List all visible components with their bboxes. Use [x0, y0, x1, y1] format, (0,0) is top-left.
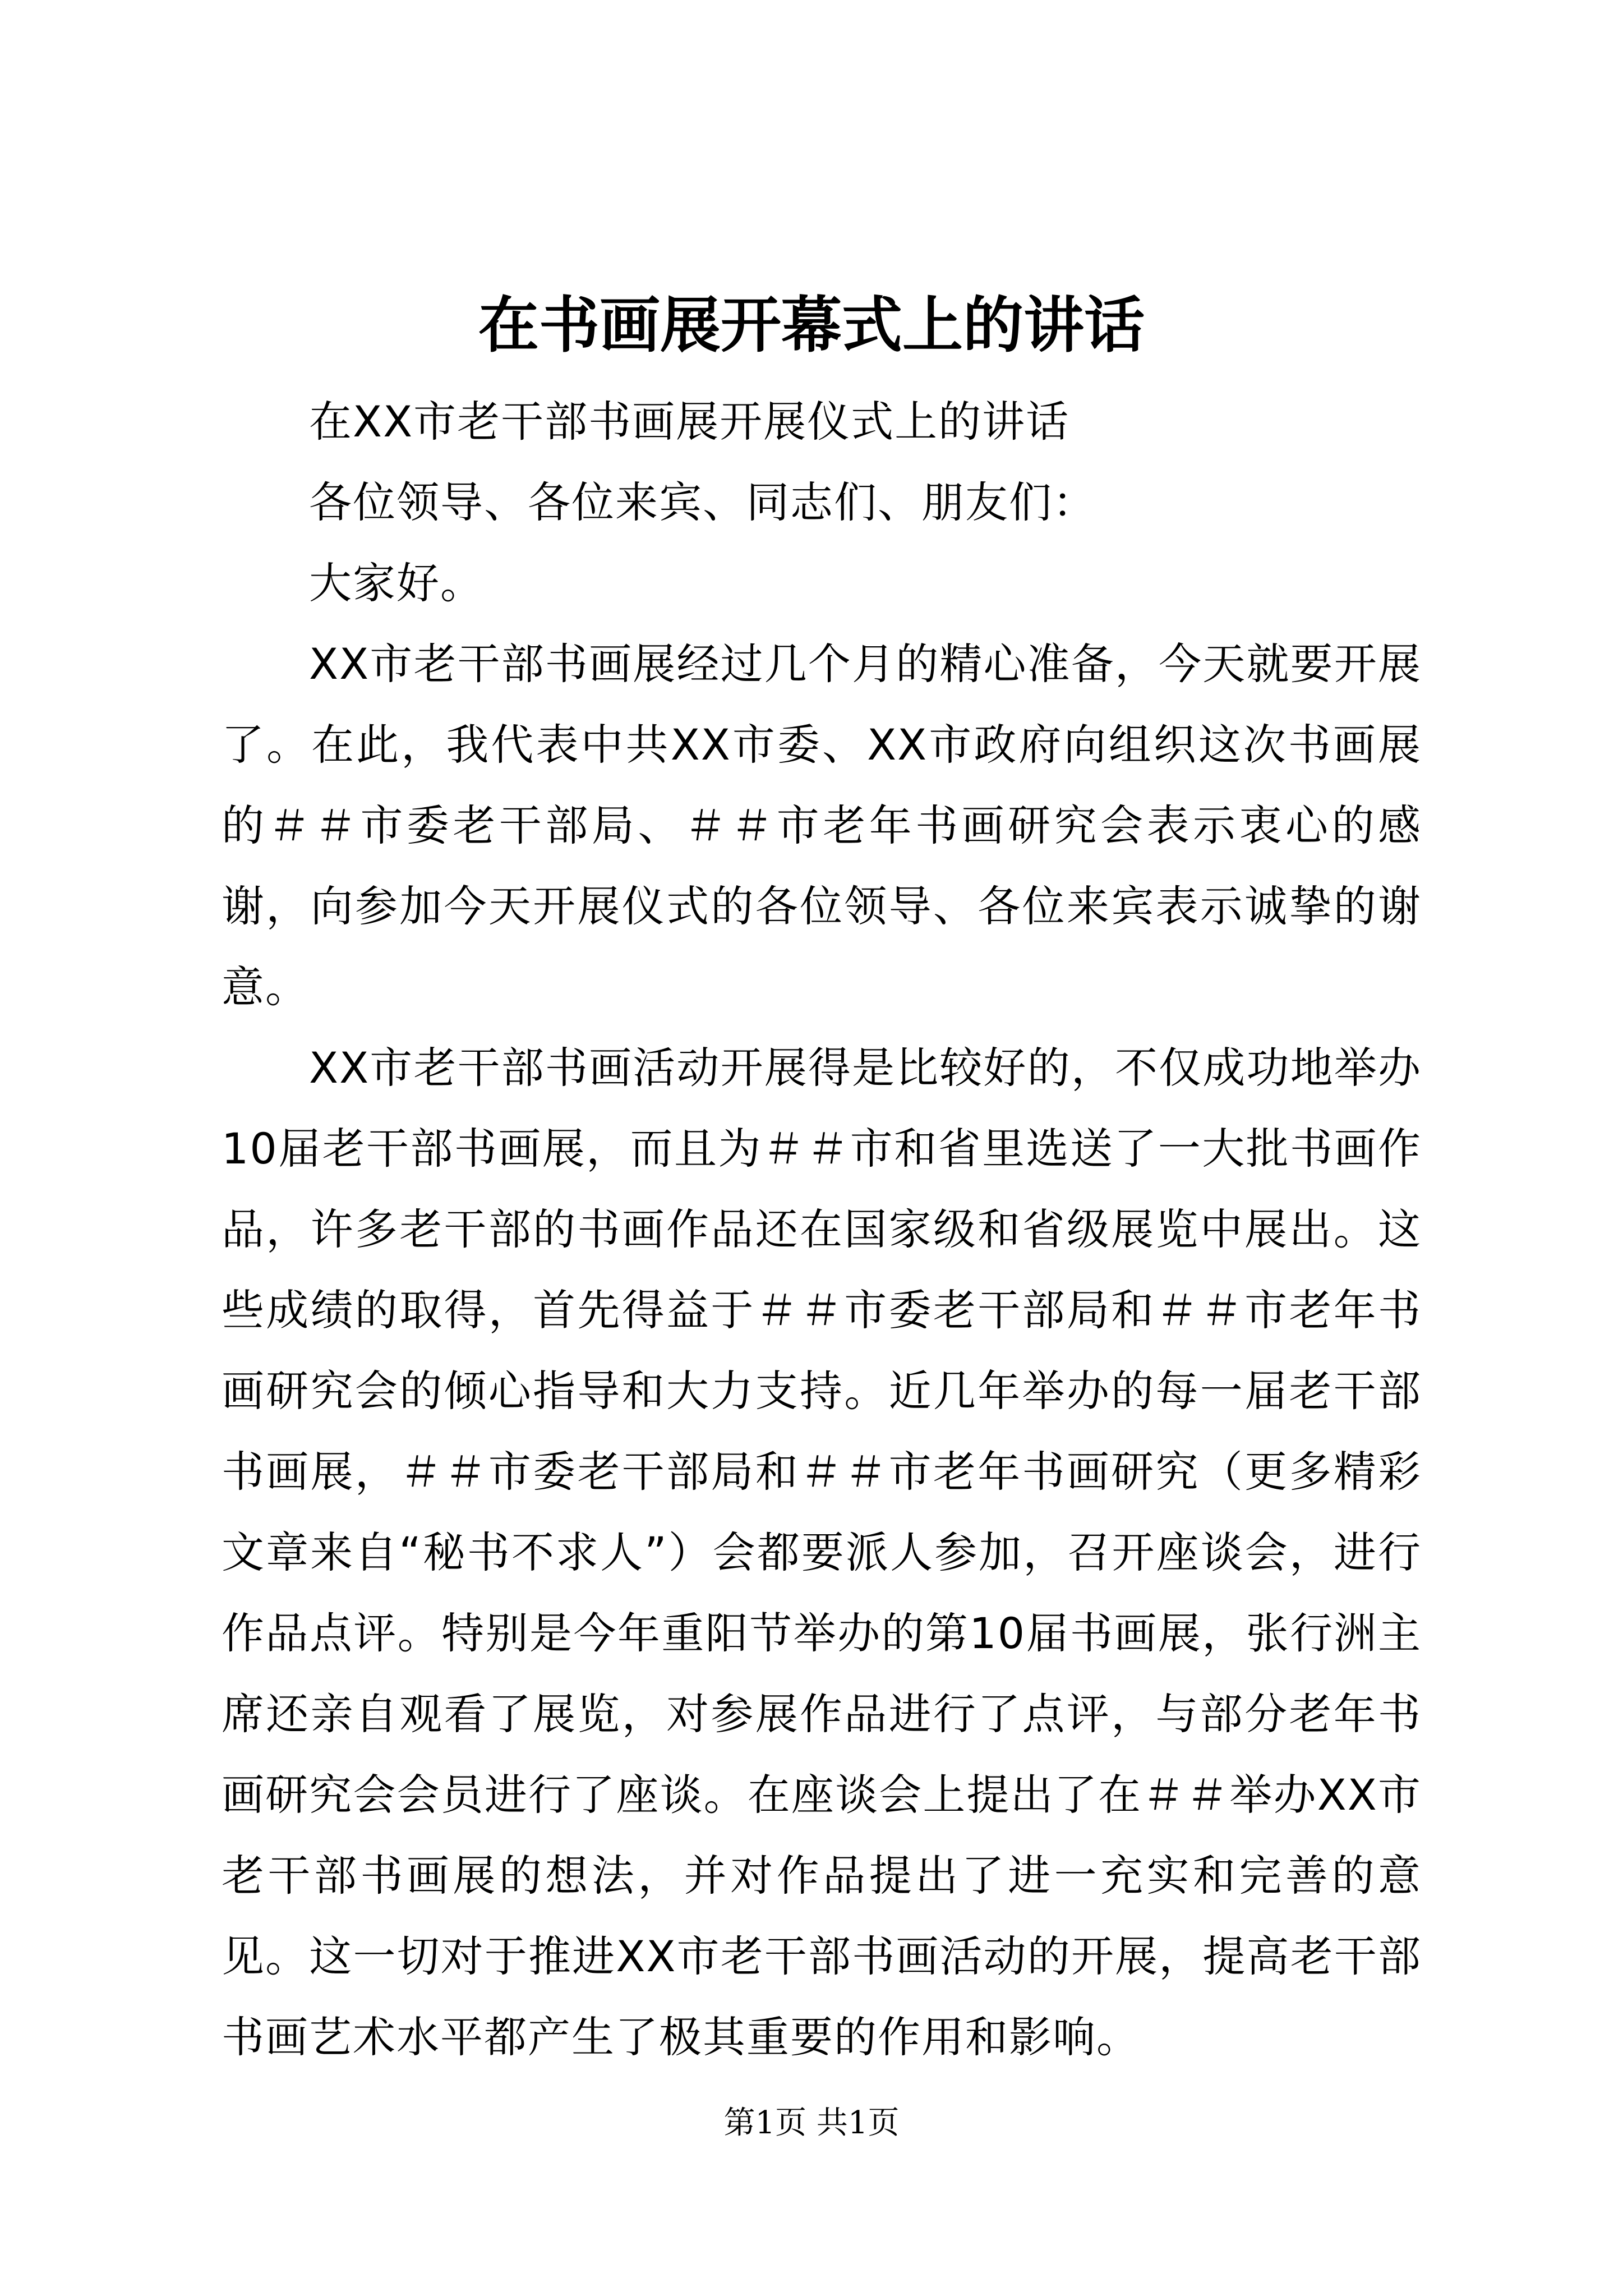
- paragraph-activities: XX市老干部书画活动开展得是比较好的，不仅成功地举办10届老干部书画展，而且为＃＃市和省里选送了一大批书画作品，许多老干部的书画作品还在国家级和省级展览中展出。这些成绩的取得，首先得益于＃＃市委老干部局和＃＃市老年书画研究会的倾心指导和大力支持。近几年举办的每一届老干部书画展，＃＃市委老干部局和＃＃市老年书画研究（更多精彩文章来自“秘书不求人”）会都要派人参加，召开座谈会，进行作品点评。特别是今年重阳节举办的第10届书画展，张行洲主席还亲自观看了展览，对参展作品进行了点评，与部分老年书画研究会会员进行了座谈。在座谈会上提出了在＃＃举办XX市老干部书画展的想法，并对作品提出了进一充实和完善的意见。这一切对于推进XX市老干部书画活动的开展，提高老干部书画艺术水平都产生了极其重要的作用和影响。: [222, 1043, 1422, 2062]
- salutation: 各位领导、各位来宾、同志们、朋友们：: [309, 477, 1096, 527]
- page-number: 第1页 共1页: [723, 2105, 900, 2141]
- document-body: [222, 381, 1422, 2078]
- paragraph-thanks: XX市老干部书画展经过几个月的精心准备，今天就要开展了。在此，我代表中共XX市委、XX市政府向组织这次书画展的＃＃市委老干部局、＃＃市老年书画研究会表示衷心的感谢，向参加今天开展仪式的各位领导、各位来宾表示诚挚的谢意。: [222, 639, 1422, 1012]
- speech-subtitle: 在XX市老干部书画展开展仪式上的讲话: [309, 397, 1070, 447]
- page-footer: [0, 2101, 1623, 2146]
- greeting: 大家好。: [309, 558, 484, 608]
- document-title: 在书画展开幕式上的讲话: [478, 290, 1145, 361]
